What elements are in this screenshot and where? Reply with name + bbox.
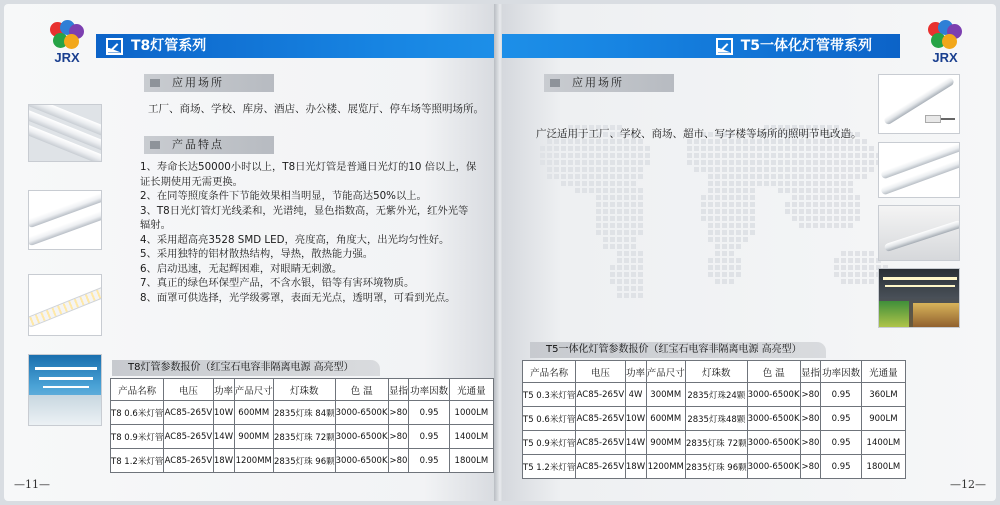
table-row bbox=[523, 407, 906, 431]
table-cell: T5 0.3米灯管 bbox=[523, 383, 576, 407]
left-page bbox=[4, 4, 498, 501]
table-header-cell: 功率 bbox=[625, 361, 646, 383]
photo-factory-application bbox=[28, 354, 102, 426]
table-cell: 0.95 bbox=[409, 425, 449, 449]
table-cell: T5 1.2米灯管 bbox=[523, 455, 576, 479]
table-cell: AC85-265V bbox=[576, 455, 625, 479]
header-flag-icon bbox=[716, 38, 733, 55]
table-cell: 600MM bbox=[646, 407, 685, 431]
table-cell: >80 bbox=[800, 431, 821, 455]
table-cell: >80 bbox=[800, 407, 821, 431]
jrx-logo bbox=[44, 20, 90, 70]
photo-t8-tube-pair bbox=[28, 190, 102, 250]
t8-spec-table bbox=[110, 378, 494, 473]
table-cell: 10W bbox=[213, 401, 234, 425]
table-cell: 10W bbox=[625, 407, 646, 431]
table-cell: >80 bbox=[800, 383, 821, 407]
table-header-cell: 灯珠数 bbox=[273, 379, 335, 401]
page-number-right: —12— bbox=[950, 478, 986, 491]
table-cell: T8 1.2米灯管 bbox=[111, 449, 164, 473]
section-title: T5一体化灯管带系列 bbox=[740, 38, 872, 54]
logo-text: JRX bbox=[932, 50, 958, 65]
section-title: T8灯管系列 bbox=[131, 38, 207, 54]
table-row bbox=[523, 455, 906, 479]
usage-text: 广泛适用于工厂、学校、商场、超市、写字楼等场所的照明节电改造。 bbox=[536, 128, 862, 140]
table-header-cell: 色 温 bbox=[747, 361, 800, 383]
t5-table-header-row bbox=[523, 361, 906, 383]
table-header-cell: 功率因数 bbox=[821, 361, 861, 383]
table-header-cell: 显指 bbox=[800, 361, 821, 383]
table-cell: 2835灯珠 72颗 bbox=[273, 425, 335, 449]
table-cell: 1200MM bbox=[646, 455, 685, 479]
table-row bbox=[111, 425, 494, 449]
table-cell: 1000LM bbox=[449, 401, 493, 425]
feature-item: 5、采用独特的铝材散热结构，导热，散热能力强。 bbox=[140, 248, 374, 260]
photo-t8-tubes-frosted bbox=[28, 104, 102, 162]
feature-item: 1、寿命长达50000小时以上，T8日光灯管是普通日光灯的10 倍以上，保 bbox=[140, 161, 477, 173]
jrx-logo bbox=[922, 20, 968, 70]
table-cell: 1200MM bbox=[234, 449, 273, 473]
table-cell: 18W bbox=[625, 455, 646, 479]
table-cell: 3000-6500K bbox=[747, 455, 800, 479]
feature-item: 4、采用超高亮3528 SMD LED，亮度高，角度大，出光均匀性好。 bbox=[140, 233, 450, 246]
table-cell: 18W bbox=[213, 449, 234, 473]
table-header-cell: 电压 bbox=[164, 379, 213, 401]
feature-item: 7、真正的绿色环保型产品，不含水银，铅等有害环境物质。 bbox=[140, 277, 415, 289]
feature-item: 辐射。 bbox=[140, 219, 171, 231]
table-cell: 0.95 bbox=[821, 383, 861, 407]
table-cell: 0.95 bbox=[409, 449, 449, 473]
table-cell: >80 bbox=[388, 425, 409, 449]
table-cell: 2835灯珠24颗 bbox=[685, 383, 747, 407]
usage-heading: 应用场所 bbox=[544, 74, 674, 92]
table-cell: >80 bbox=[388, 449, 409, 473]
logo-flower-icon bbox=[925, 20, 965, 50]
photo-t5-tube-connector bbox=[878, 74, 960, 134]
table-cell: T8 0.6米灯管 bbox=[111, 401, 164, 425]
logo-text: JRX bbox=[54, 50, 80, 65]
table-cell: T5 0.6米灯管 bbox=[523, 407, 576, 431]
table-cell: 1400LM bbox=[449, 425, 493, 449]
photo-supermarket-application bbox=[878, 268, 960, 328]
table-cell: 2835灯珠48颗 bbox=[685, 407, 747, 431]
table-cell: 3000-6500K bbox=[747, 383, 800, 407]
usage-text: 工厂、商场、学校、库房、酒店、办公楼、展览厅、停车场等照明场所。 bbox=[148, 103, 484, 115]
feature-item: 证长期使用无需更换。 bbox=[140, 175, 243, 188]
table-cell: AC85-265V bbox=[164, 401, 213, 425]
table-cell: 2835灯珠 84颗 bbox=[273, 401, 335, 425]
photo-t5-tube-single bbox=[878, 205, 960, 261]
table-cell: 3000-6500K bbox=[747, 407, 800, 431]
table-header-cell: 产品尺寸 bbox=[234, 379, 273, 401]
table-cell: 2835灯珠 72颗 bbox=[685, 431, 747, 455]
table-cell: 4W bbox=[625, 383, 646, 407]
t8-table-title: T8灯管参数报价（红宝石电容非隔离电源 高亮型） bbox=[112, 360, 380, 376]
photo-t5-tube-pair bbox=[878, 142, 960, 198]
feature-item: 2、在同等照度条件下节能效果相当明显，节能高达50%以上。 bbox=[140, 190, 427, 202]
table-cell: 3000-6500K bbox=[335, 401, 388, 425]
table-row bbox=[111, 449, 494, 473]
table-cell: 900MM bbox=[646, 431, 685, 455]
table-header-cell: 产品尺寸 bbox=[646, 361, 685, 383]
table-cell: 3000-6500K bbox=[335, 425, 388, 449]
section-header-t5 bbox=[502, 34, 900, 58]
photo-t8-clear-tube bbox=[28, 274, 102, 336]
t5-table-title: T5一体化灯管参数报价（红宝石电容非隔离电源 高亮型） bbox=[530, 342, 826, 358]
table-row bbox=[523, 383, 906, 407]
table-header-cell: 产品名称 bbox=[523, 361, 576, 383]
table-cell: 900MM bbox=[234, 425, 273, 449]
table-cell: AC85-265V bbox=[576, 383, 625, 407]
table-header-cell: 光通量 bbox=[861, 361, 905, 383]
table-cell: 14W bbox=[213, 425, 234, 449]
table-header-cell: 功率 bbox=[213, 379, 234, 401]
header-flag-icon bbox=[106, 38, 123, 55]
logo-flower-icon bbox=[47, 20, 87, 50]
table-cell: 0.95 bbox=[821, 431, 861, 455]
table-cell: T5 0.9米灯管 bbox=[523, 431, 576, 455]
table-cell: 1800LM bbox=[449, 449, 493, 473]
table-header-cell: 功率因数 bbox=[409, 379, 449, 401]
table-header-cell: 产品名称 bbox=[111, 379, 164, 401]
table-cell: >80 bbox=[800, 455, 821, 479]
table-cell: 1400LM bbox=[861, 431, 905, 455]
section-header-t8 bbox=[96, 34, 498, 58]
t8-table-header-row bbox=[111, 379, 494, 401]
page-number-left: —11— bbox=[14, 478, 50, 491]
table-cell: 360LM bbox=[861, 383, 905, 407]
table-cell: 3000-6500K bbox=[747, 431, 800, 455]
table-cell: 3000-6500K bbox=[335, 449, 388, 473]
table-header-cell: 光通量 bbox=[449, 379, 493, 401]
table-cell: 300MM bbox=[646, 383, 685, 407]
table-cell: 14W bbox=[625, 431, 646, 455]
table-cell: 2835灯珠 96颗 bbox=[273, 449, 335, 473]
table-cell: T8 0.9米灯管 bbox=[111, 425, 164, 449]
table-cell: 2835灯珠 96颗 bbox=[685, 455, 747, 479]
usage-heading: 应用场所 bbox=[144, 74, 274, 92]
feature-item: 6、启动迅速，无起辉困难，对眼睛无刺激。 bbox=[140, 262, 343, 275]
table-row bbox=[111, 401, 494, 425]
table-cell: 0.95 bbox=[821, 407, 861, 431]
table-header-cell: 灯珠数 bbox=[685, 361, 747, 383]
table-row bbox=[523, 431, 906, 455]
table-cell: AC85-265V bbox=[576, 407, 625, 431]
table-cell: 900LM bbox=[861, 407, 905, 431]
table-cell: AC85-265V bbox=[164, 449, 213, 473]
features-list bbox=[140, 160, 490, 305]
feature-item: 3、T8日光灯管灯光线柔和，光谱纯，显色指数高，无紫外光，红外光等 bbox=[140, 204, 469, 217]
table-cell: 1800LM bbox=[861, 455, 905, 479]
table-header-cell: 电压 bbox=[576, 361, 625, 383]
feature-item: 8、面罩可供选择，光学级雾罩，表面无光点，透明罩，可看到光点。 bbox=[140, 291, 456, 304]
features-heading: 产品特点 bbox=[144, 136, 274, 154]
table-cell: >80 bbox=[388, 401, 409, 425]
table-header-cell: 显指 bbox=[388, 379, 409, 401]
table-cell: AC85-265V bbox=[164, 425, 213, 449]
table-cell: AC85-265V bbox=[576, 431, 625, 455]
t5-spec-table bbox=[522, 360, 906, 479]
table-cell: 600MM bbox=[234, 401, 273, 425]
table-header-cell: 色 温 bbox=[335, 379, 388, 401]
table-cell: 0.95 bbox=[821, 455, 861, 479]
right-page bbox=[502, 4, 996, 501]
table-cell: 0.95 bbox=[409, 401, 449, 425]
